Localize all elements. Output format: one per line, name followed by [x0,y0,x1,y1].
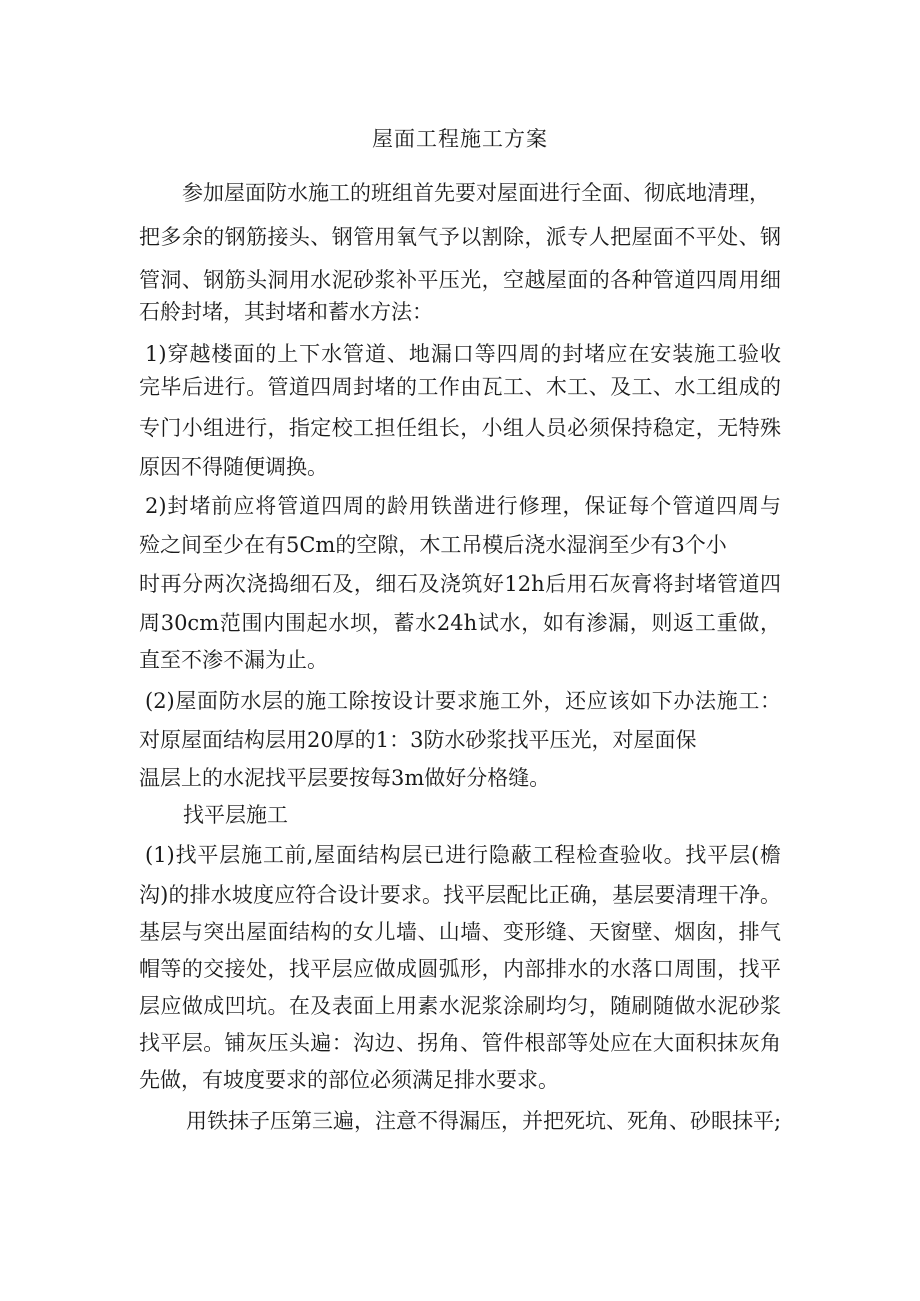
paragraph-line: 用铁抹子压第三遍，注意不得漏压，并把死坑、死角、砂眼抹平; [186,1109,782,1133]
paragraph-line: 完毕后进行。管道四周封堵的工作由瓦工、木工、及工、水工组成的 [139,375,781,399]
paragraph-line: 1)穿越楼面的上下水管道、地漏口等四周的封堵应在安装施工验收 [145,342,781,366]
paragraph-line: (1)找平层施工前,屋面结构层已进行隐蔽工程检查验收。找平层(檐 [145,843,781,867]
section-heading: 找平层施工 [183,803,288,827]
paragraph-line: 管洞、钢筋头洞用水泥砂浆补平压光，空越屋面的各种管道四周用细 [139,268,781,292]
paragraph-line: 层应做成凹坑。在及表面上用素水泥浆涂刷均匀，随刷随做水泥砂浆 [139,994,781,1018]
paragraph-line: 帽等的交接处，找平层应做成圆弧形，内部排水的水落口周围，找平 [139,957,781,981]
document-title: 屋面工程施工方案 [372,127,548,151]
paragraph-line: 直至不渗不漏为止。 [139,648,328,672]
paragraph-line: 殓之间至少在有5Cm的空隙，木工吊模后浇水湿润至少有3个小 [139,533,727,557]
paragraph-line: 把多余的钢筋接头、钢管用氧气予以割除，派专人把屋面不平处、钢 [139,225,781,249]
paragraph-line: 时再分两次浇捣细石及，细石及浇筑好12h后用石灰膏将封堵管道四 [139,572,781,596]
paragraph-line: 原因不得随便调换。 [139,455,328,479]
paragraph-line: 对原屋面结构层用20厚的1：3防水砂浆找平压光，对屋面保 [139,728,697,752]
paragraph-line: 先做，有坡度要求的部位必须满足排水要求。 [139,1068,559,1092]
paragraph-line: 专门小组进行，指定校工担任组长，小组人员必须保持稳定，无特殊 [139,416,781,440]
paragraph-line: 找平层。铺灰压头遍：沟边、拐角、管件根部等处应在大面积抹灰角 [139,1031,781,1055]
paragraph-line: 石舲封堵，其封堵和蓄水方法： [139,300,433,324]
paragraph-line: 参加屋面防水施工的班组首先要对屋面进行全面、彻底地清理， [182,181,770,205]
paragraph-line: 温层上的水泥找平层要按每3m做好分格缝。 [139,766,551,790]
paragraph-line: 基层与突出屋面结构的女儿墙、山墙、变形缝、天窗壁、烟囱，排气 [139,920,781,944]
paragraph-line: 沟)的排水坡度应符合设计要求。找平层配比正确，基层要清理干净。 [139,883,781,907]
paragraph-line: 周30cm范围内围起水坝，蓄水24h试水，如有渗漏，则返工重做， [139,611,781,635]
paragraph-line: (2)屋面防水层的施工除按设计要求施工外，还应该如下办法施工： [145,689,781,713]
paragraph-line: 2)封堵前应将管道四周的龄用铁凿进行修理，保证每个管道四周与 [145,494,781,518]
